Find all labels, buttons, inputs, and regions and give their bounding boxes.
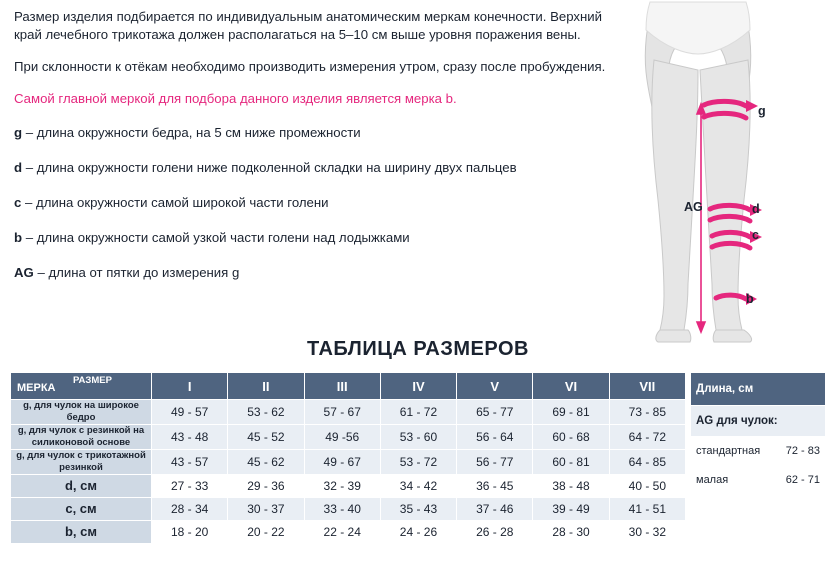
cell: 60 - 81 xyxy=(533,450,609,475)
cell: 30 - 32 xyxy=(609,521,685,544)
intro-paragraph-highlight: Самой главной меркой для подбора данного изделия является мерка b. xyxy=(14,91,457,106)
cell: 33 - 40 xyxy=(304,498,380,521)
cell: 28 - 34 xyxy=(152,498,228,521)
cell: 49 - 57 xyxy=(152,400,228,425)
cell: 45 - 62 xyxy=(228,450,304,475)
length-table xyxy=(690,372,826,495)
row-label-g-wide: g, для чулок на широкое бедро xyxy=(11,400,152,425)
left-leg-shape xyxy=(652,60,698,330)
cell: 49 -56 xyxy=(304,425,380,450)
legend-key-d: d xyxy=(14,160,23,175)
cell: 20 - 22 xyxy=(228,521,304,544)
column-header-3: III xyxy=(304,373,380,400)
cell: 39 - 49 xyxy=(533,498,609,521)
column-header-6: VI xyxy=(533,373,609,400)
cell: 24 - 26 xyxy=(380,521,456,544)
cell: 41 - 51 xyxy=(609,498,685,521)
instructions-block xyxy=(14,8,614,299)
cell: 22 - 24 xyxy=(304,521,380,544)
table-title: ТАБЛИЦА РАЗМЕРОВ xyxy=(307,338,529,360)
column-header-1: I xyxy=(152,373,228,400)
cell: 30 - 37 xyxy=(228,498,304,521)
leg-measurement-diagram xyxy=(610,0,836,346)
cell: 53 - 60 xyxy=(380,425,456,450)
legend-item-d xyxy=(14,159,614,177)
cell: 43 - 57 xyxy=(152,450,228,475)
table-row xyxy=(11,498,686,521)
corner-label-measure: МЕРКА xyxy=(17,382,56,394)
table-row xyxy=(11,425,686,450)
length-row-value-small: 62 - 71 xyxy=(775,466,826,495)
legend-text-g: – длина окружности бедра, на 5 см ниже промежности xyxy=(22,125,361,140)
legend-key-g: g xyxy=(14,125,23,140)
cell: 43 - 48 xyxy=(152,425,228,450)
table-header-row xyxy=(11,373,686,400)
legend-key-b: b xyxy=(14,230,23,245)
table-row xyxy=(11,521,686,544)
row-label-d: d, см xyxy=(11,475,152,498)
column-header-5: V xyxy=(457,373,533,400)
legend-item-c xyxy=(14,194,614,212)
cell: 56 - 64 xyxy=(457,425,533,450)
intro-paragraph-2: При склонности к отёкам необходимо производить измерения утром, сразу после пробуждения. xyxy=(14,59,606,74)
table-corner-cell xyxy=(11,373,152,400)
cell: 26 - 28 xyxy=(457,521,533,544)
cell: 60 - 68 xyxy=(533,425,609,450)
legend-item-g xyxy=(14,124,614,142)
row-label-c: c, см xyxy=(11,498,152,521)
cell: 37 - 46 xyxy=(457,498,533,521)
length-table-header-row xyxy=(691,373,826,406)
row-label-g-knit: g, для чулок с трикотажной резинкой xyxy=(11,450,152,475)
legend-text-c: – длина окружности самой широкой части голени xyxy=(21,195,329,210)
cell: 35 - 43 xyxy=(380,498,456,521)
length-row-name-standard: стандартная xyxy=(691,437,775,466)
cell: 64 - 72 xyxy=(609,425,685,450)
cell: 57 - 67 xyxy=(304,400,380,425)
length-row-name-small: малая xyxy=(691,466,775,495)
cell: 36 - 45 xyxy=(457,475,533,498)
column-header-2: II xyxy=(228,373,304,400)
length-table-sub-row xyxy=(691,406,826,437)
length-table-row xyxy=(691,466,826,495)
cell: 45 - 52 xyxy=(228,425,304,450)
legend-text-d: – длина окружности голени ниже подколенной складки на ширину двух пальцев xyxy=(22,160,517,175)
row-label-b: b, см xyxy=(11,521,152,544)
legs-illustration xyxy=(610,0,836,346)
cell: 34 - 42 xyxy=(380,475,456,498)
figure-label-c: c xyxy=(752,228,759,242)
length-row-value-standard: 72 - 83 xyxy=(775,437,826,466)
cell: 28 - 30 xyxy=(533,521,609,544)
cell: 53 - 62 xyxy=(228,400,304,425)
cell: 69 - 81 xyxy=(533,400,609,425)
legend-text-ag: – длина от пятки до измерения g xyxy=(33,265,240,280)
cell: 64 - 85 xyxy=(609,450,685,475)
length-table-subheader: AG для чулок: xyxy=(691,406,826,437)
figure-label-ag: AG xyxy=(684,200,703,214)
legend-key-c: c xyxy=(14,195,22,210)
column-header-7: VII xyxy=(609,373,685,400)
cell: 38 - 48 xyxy=(533,475,609,498)
corner-label-size: РАЗМЕР xyxy=(73,375,112,386)
legend-item-ag xyxy=(14,264,614,282)
table-row xyxy=(11,450,686,475)
cell: 32 - 39 xyxy=(304,475,380,498)
cell: 29 - 36 xyxy=(228,475,304,498)
figure-label-d: d xyxy=(752,202,760,216)
length-table-header: Длина, см xyxy=(691,373,826,406)
size-table xyxy=(10,372,686,544)
cell: 65 - 77 xyxy=(457,400,533,425)
legend-text-b: – длина окружности самой узкой части голени над лодыжками xyxy=(22,230,410,245)
intro-paragraph-1: Размер изделия подбирается по индивидуальным анатомическим меркам конечности. Верхний край лечебного трикотажа должен располагаться на 5–10 см выше уровня поражения вены. xyxy=(14,9,602,42)
cell: 53 - 72 xyxy=(380,450,456,475)
cell: 56 - 77 xyxy=(457,450,533,475)
figure-label-b: b xyxy=(746,292,754,306)
column-header-4: IV xyxy=(380,373,456,400)
length-table-row xyxy=(691,437,826,466)
cell: 73 - 85 xyxy=(609,400,685,425)
legend-key-ag: AG xyxy=(14,265,34,280)
figure-label-g: g xyxy=(758,104,766,118)
g-arrow xyxy=(746,100,758,112)
cell: 61 - 72 xyxy=(380,400,456,425)
row-label-g-silicone: g, для чулок с резинкой на силиконовой основе xyxy=(11,425,152,450)
table-row xyxy=(11,475,686,498)
cell: 49 - 67 xyxy=(304,450,380,475)
table-row xyxy=(11,400,686,425)
cell: 18 - 20 xyxy=(152,521,228,544)
cell: 40 - 50 xyxy=(609,475,685,498)
cell: 27 - 33 xyxy=(152,475,228,498)
legend-item-b xyxy=(14,229,614,247)
